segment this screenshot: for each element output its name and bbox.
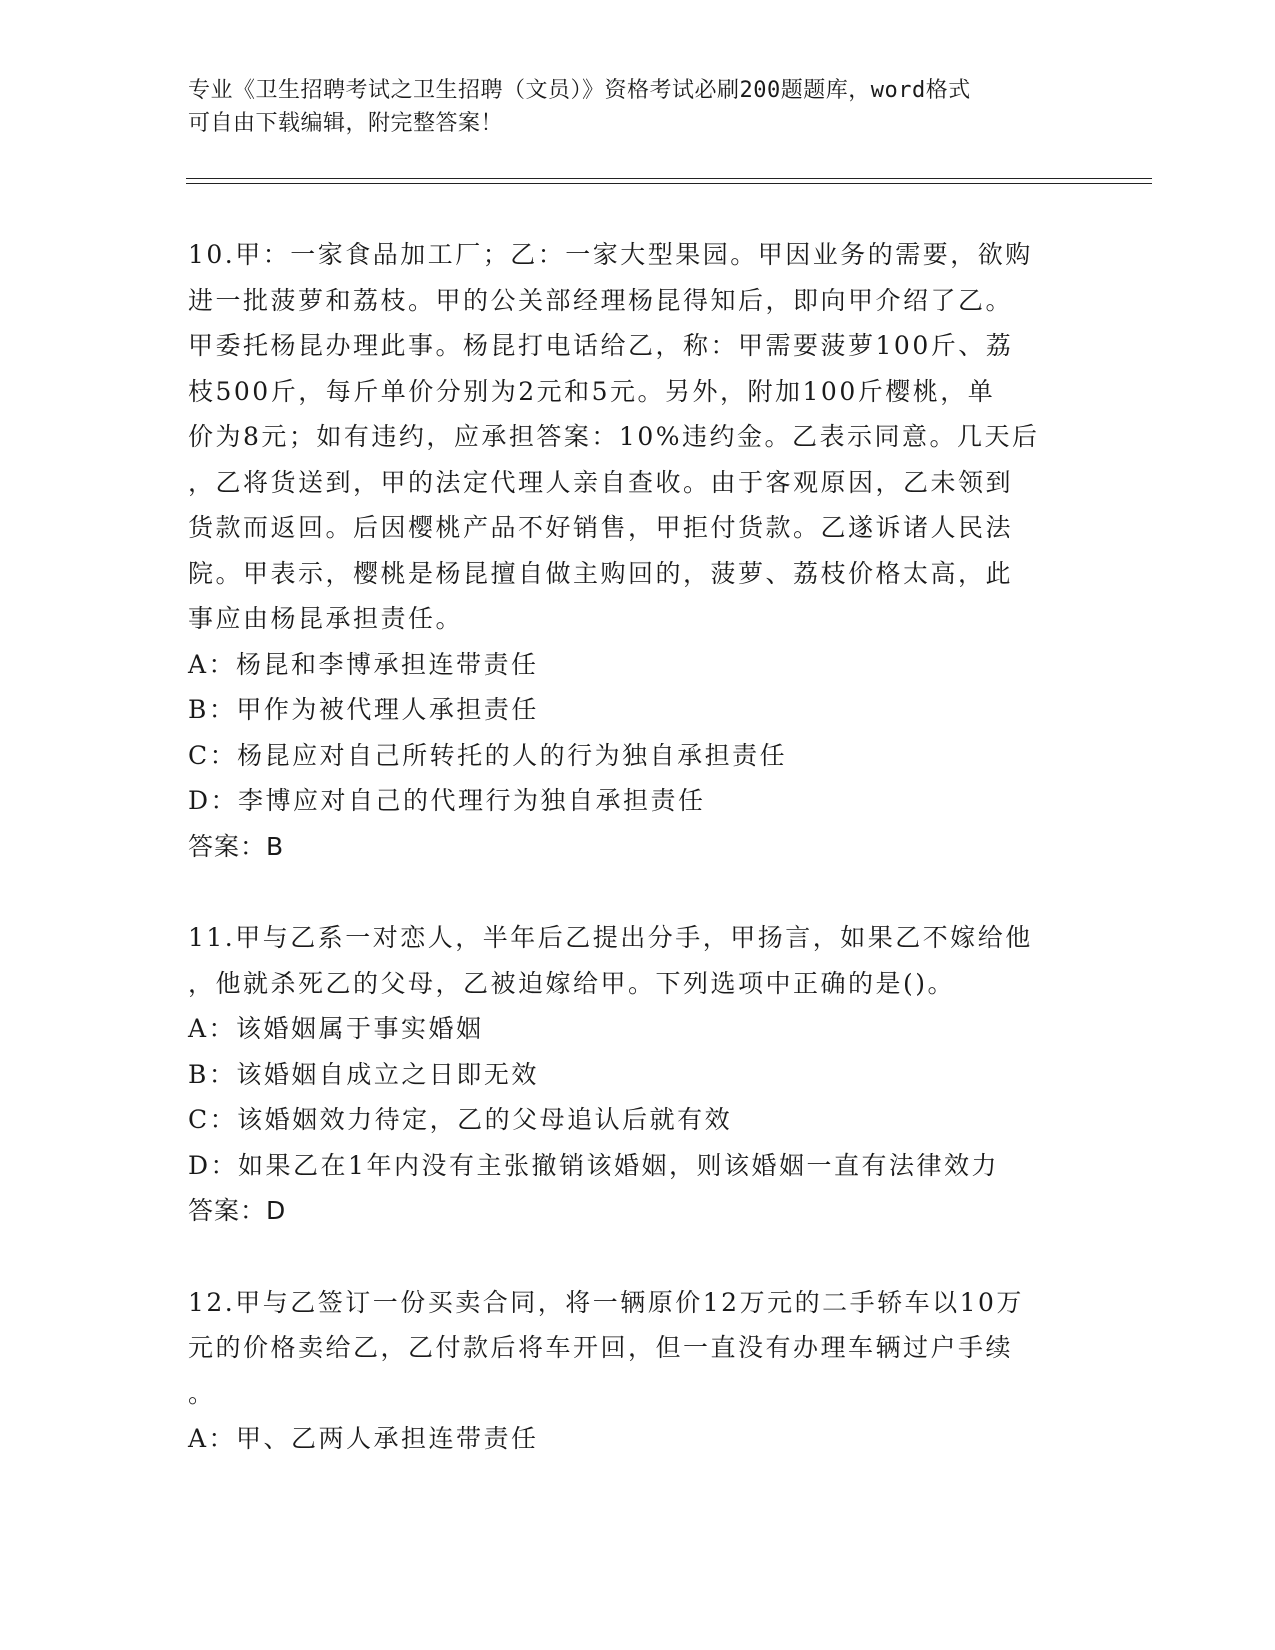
question-stem-line: 12.甲与乙签订一份买卖合同，将一辆原价12万元的二手轿车以10万 [188, 1287, 1024, 1317]
question-stem-line: 货款而返回。后因樱桃产品不好销售，甲拒付货款。乙遂诉诸人民法 [188, 513, 1014, 542]
question-stem-line: 院。甲表示，樱桃是杨昆擅自做主购回的，菠萝、荔枝价格太高，此 [188, 558, 1014, 588]
question-stem-line: 进一批菠萝和荔枝。甲的公关部经理杨昆得知后，即向甲介绍了乙。 [188, 285, 1014, 315]
question-spacer [188, 869, 1088, 915]
header-divider-top [186, 178, 1152, 179]
option-b: B：甲作为被代理人承担责任 [188, 695, 539, 724]
question-stem-line: 元的价格卖给乙，乙付款后将车开回，但一直没有办理车辆过户手续 [188, 1333, 1014, 1362]
header-divider-bottom [186, 183, 1152, 184]
question-stem-line: 事应由杨昆承担责任。 [188, 604, 464, 633]
header-title-line: 专业《卫生招聘考试之卫生招聘（文员）》资格考试必刷200题题库，word格式 [188, 78, 971, 103]
option-d: D：李博应对自己的代理行为独自承担责任 [188, 786, 706, 815]
answer-label: 答案：B [188, 831, 285, 861]
question-list [188, 232, 1088, 1462]
question-stem-line: 11.甲与乙系一对恋人，半年后乙提出分手，甲扬言，如果乙不嫁给他 [188, 923, 1033, 952]
question-stem-line: 。 [188, 1378, 216, 1408]
header-subtitle-line: 可自由下载编辑，附完整答案！ [188, 111, 504, 136]
option-c: C：该婚姻效力待定，乙的父母追认后就有效 [188, 1105, 733, 1134]
question-11 [188, 915, 1088, 1234]
option-b: B：该婚姻自成立之日即无效 [188, 1059, 539, 1089]
question-spacer [188, 1234, 1088, 1280]
document-header [188, 74, 1088, 140]
option-c: C：杨昆应对自己所转托的人的行为独自承担责任 [188, 740, 788, 770]
question-stem-line: 价为8元；如有违约，应承担答案：10%违约金。乙表示同意。几天后 [188, 422, 1040, 451]
option-a: A：甲、乙两人承担连带责任 [188, 1424, 539, 1453]
question-10 [188, 232, 1088, 869]
answer-label: 答案：D [188, 1196, 287, 1225]
question-stem-line: ，他就杀死乙的父母，乙被迫嫁给甲。下列选项中正确的是()。 [188, 968, 956, 998]
option-d: D：如果乙在1年内没有主张撤销该婚姻，则该婚姻一直有法律效力 [188, 1150, 999, 1180]
option-a: A：该婚姻属于事实婚姻 [188, 1014, 484, 1043]
question-stem-line: 甲委托杨昆办理此事。杨昆打电话给乙，称：甲需要菠萝100斤、荔 [188, 331, 1014, 360]
question-stem-line: ，乙将货送到，甲的法定代理人亲自查收。由于客观原因，乙未领到 [188, 467, 1014, 497]
option-a: A：杨昆和李博承担连带责任 [188, 649, 539, 679]
question-stem-line: 10.甲：一家食品加工厂；乙：一家大型果园。甲因业务的需要，欲购 [188, 240, 1033, 269]
question-stem-line: 枝500斤，每斤单价分别为2元和5元。另外，附加100斤樱桃，单 [188, 376, 996, 406]
question-12 [188, 1280, 1088, 1462]
